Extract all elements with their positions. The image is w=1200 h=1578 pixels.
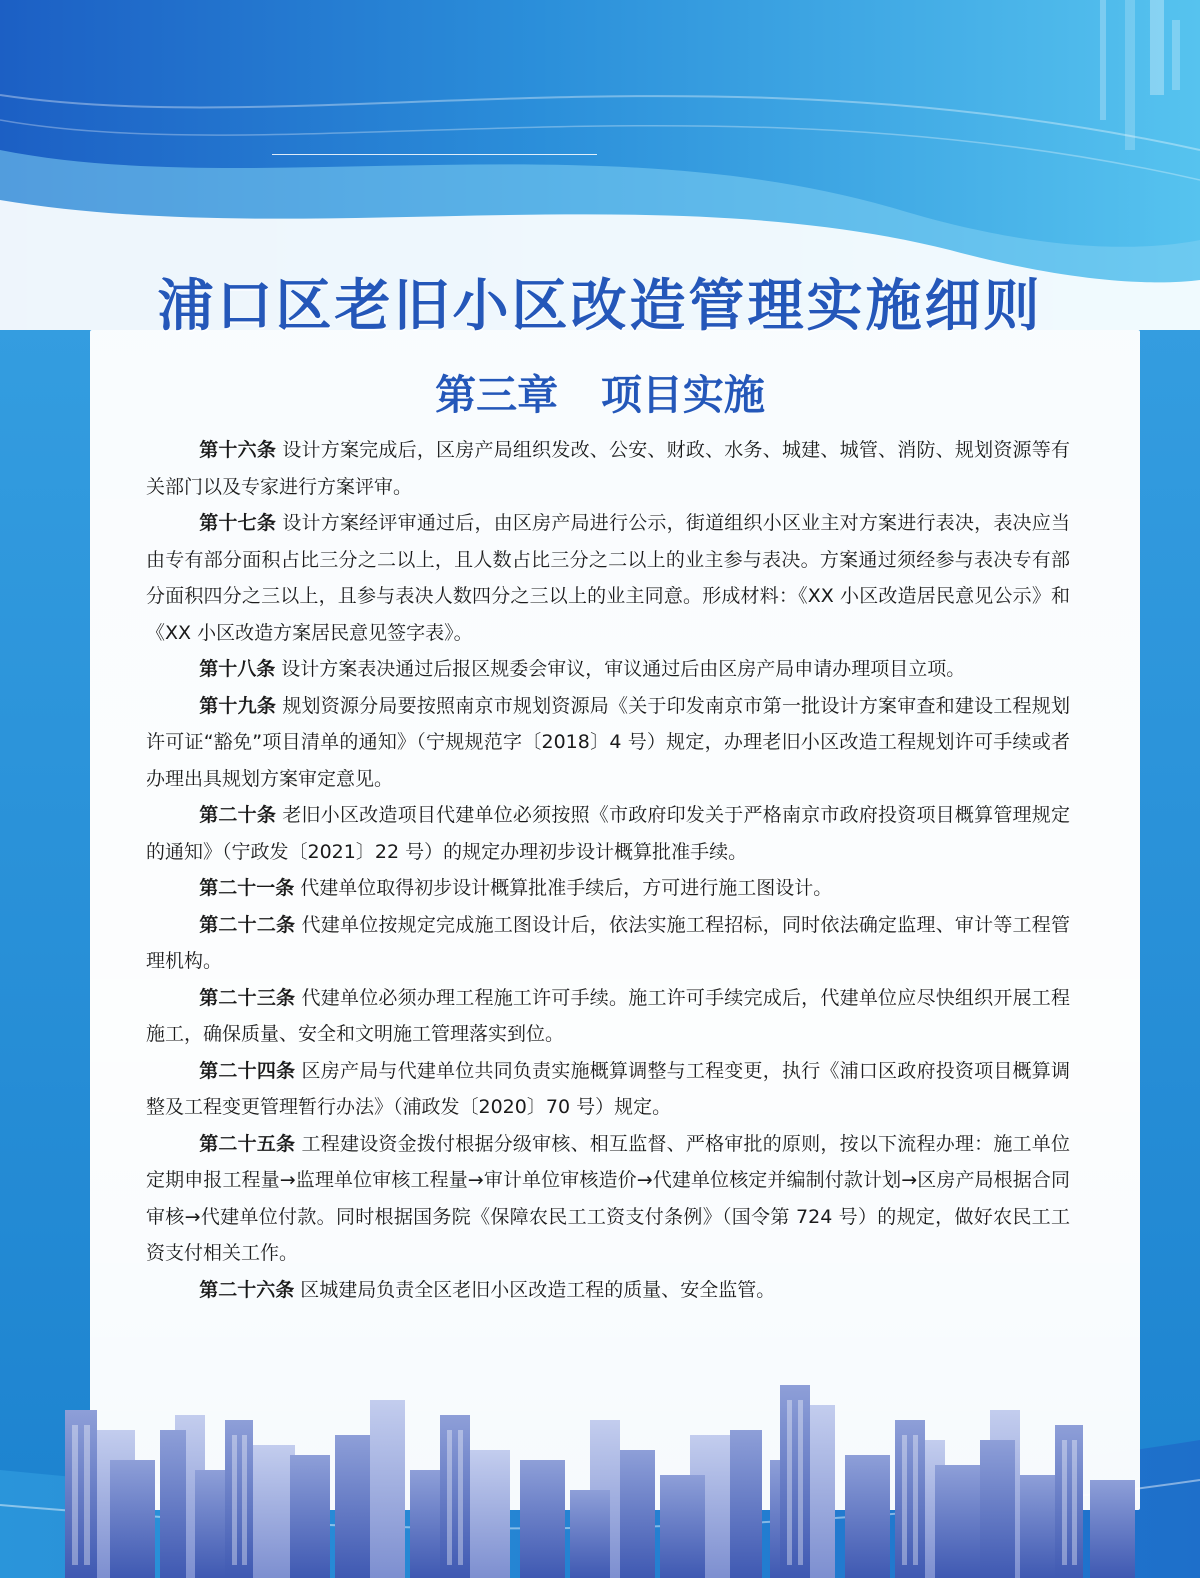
article-text: 代建单位按规定完成施工图设计后，依法实施工程招标，同时依法确定监理、审计等工程管理机构。: [146, 913, 1070, 972]
article-22: [146, 907, 1070, 980]
article-text: 工程建设资金拨付根据分级审核、相互监督、严格审批的原则，按以下流程办理：施工单位定期申报工程量→监理单位审核工程量→审计单位审核造价→代建单位核定并编制付款计划→区房产局根据合同审核→代建单位付款。同时根据国务院《保障农民工工资支付条例》（国令第 724 号）的规定，做好农民工工资支付相关工作。: [146, 1132, 1070, 1264]
article-number: 第十九条: [199, 694, 277, 717]
city-skyline-illustration: [0, 1360, 1200, 1578]
article-number: 第十七条: [199, 512, 277, 534]
article-number: 第十八条: [199, 658, 276, 680]
page-title: 浦口区老旧小区改造管理实施细则: [157, 274, 1043, 339]
chapter-heading: 第三章 项目实施: [435, 371, 765, 419]
article-19: [146, 688, 1070, 798]
article-23: [146, 980, 1070, 1053]
article-number: 第二十二条: [199, 913, 296, 936]
article-25: [146, 1126, 1070, 1272]
article-20: [146, 797, 1070, 870]
article-text: 区城建局负责全区老旧小区改造工程的质量、安全监管。: [294, 1278, 776, 1301]
article-number: 第二十一条: [199, 877, 295, 899]
article-text: 设计方案表决通过后报区规委会审议，审议通过后由区房产局申请办理项目立项。: [275, 658, 966, 680]
article-number: 第二十条: [199, 804, 277, 826]
article-list: [146, 432, 1070, 1308]
decorative-rule: [272, 154, 597, 155]
article-number: 第二十五条: [199, 1132, 296, 1155]
article-number: 第十六条: [199, 439, 277, 461]
article-26: [146, 1272, 1070, 1309]
article-text: 区房产局与代建单位共同负责实施概算调整与工程变更，执行《浦口区政府投资项目概算调整及工程变更管理暂行办法》（浦政发〔2020〕70 号）规定。: [146, 1059, 1070, 1118]
article-18: [146, 651, 1070, 688]
article-text: 代建单位取得初步设计概算批准手续后，方可进行施工图设计。: [294, 877, 833, 899]
article-text: 规划资源分局要按照南京市规划资源局《关于印发南京市第一批设计方案审查和建设工程规划许可证“豁免”项目清单的通知》（宁规规范字〔2018〕4 号）规定，办理老旧小区改造工程规划许可手续或者办理出具规划方案审定意见。: [146, 694, 1070, 790]
article-number: 第二十六条: [199, 1278, 295, 1301]
article-17: [146, 505, 1070, 651]
article-text: 设计方案经评审通过后，由区房产局进行公示，街道组织小区业主对方案进行表决，表决应当由专有部分面积占比三分之二以上，且人数占比三分之二以上的业主参与表决。方案通过须经参与表决专有部分面积四分之三以上，且参与表决人数四分之三以上的业主同意。形成材料：《XX 小区改造居民意见公示》和《XX 小区改造方案居民意见签字表》。: [146, 512, 1070, 644]
article-16: [146, 432, 1070, 505]
article-text: 代建单位必须办理工程施工许可手续。施工许可手续完成后，代建单位应尽快组织开展工程施工，确保质量、安全和文明施工管理落实到位。: [146, 986, 1070, 1045]
article-24: [146, 1053, 1070, 1126]
article-number: 第二十四条: [199, 1059, 296, 1082]
article-number: 第二十三条: [199, 986, 296, 1009]
article-text: 老旧小区改造项目代建单位必须按照《市政府印发关于严格南京市政府投资项目概算管理规定的通知》（宁政发〔2021〕22 号）的规定办理初步设计概算批准手续。: [146, 804, 1070, 863]
article-21: [146, 870, 1070, 907]
article-text: 设计方案完成后，区房产局组织发改、公安、财政、水务、城建、城管、消防、规划资源等有关部门以及专家进行方案评审。: [146, 439, 1070, 498]
